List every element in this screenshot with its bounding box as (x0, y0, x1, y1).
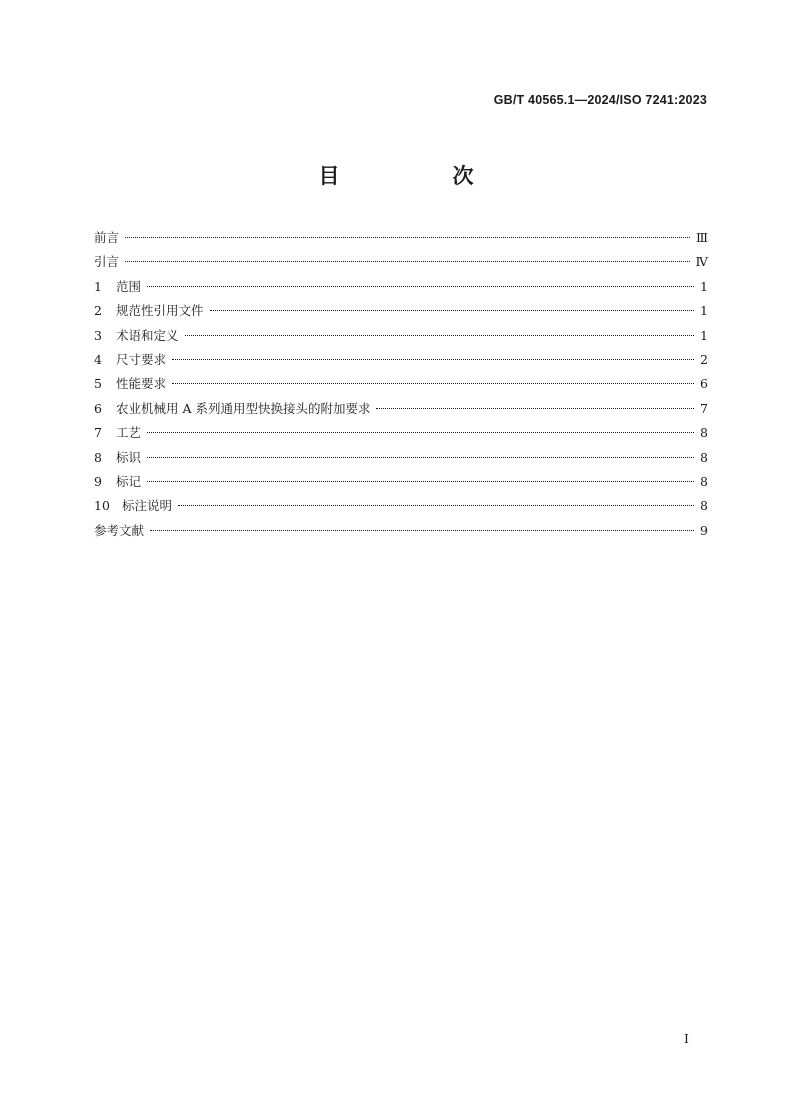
dot-leader (147, 432, 694, 433)
dot-leader (150, 530, 694, 531)
toc-entry-label (94, 372, 170, 396)
toc-entry-title: 术语和定义 (116, 327, 179, 343)
toc-entry[interactable] (94, 250, 708, 274)
toc-entry-number: 8 (94, 449, 102, 465)
toc-entry-title: 参考文献 (94, 522, 145, 538)
dot-leader (178, 505, 694, 506)
toc-entry-title: 标记 (116, 473, 142, 489)
toc-entry[interactable] (94, 519, 708, 543)
toc-title: 目 次 (318, 164, 520, 188)
page-number: I (684, 1031, 689, 1046)
toc-entry-title: 尺寸要求 (116, 351, 167, 367)
toc-entry-number: 10 (94, 498, 110, 514)
toc-entry[interactable] (94, 275, 708, 299)
toc-entry-title: 农业机械用 A 系列通用型快换接头的附加要求 (116, 400, 371, 416)
toc-entry-title: 工艺 (116, 425, 142, 441)
toc-entry-page: 6 (700, 376, 708, 392)
toc-entry-page: 7 (700, 400, 708, 416)
toc-entry-label (94, 446, 145, 470)
dot-leader (376, 408, 694, 409)
toc-entry-number: 9 (94, 473, 102, 489)
toc-entry-title: 前言 (94, 230, 120, 245)
toc-entry-label (94, 348, 170, 372)
toc-entry-page: Ⅳ (695, 254, 708, 270)
toc-entry-number: 6 (94, 400, 102, 416)
toc-entry-page: 9 (700, 522, 708, 538)
toc-entry-page: Ⅲ (695, 230, 708, 245)
toc-entry[interactable] (94, 299, 708, 323)
toc-entry-label (94, 397, 374, 421)
toc-entry-title: 标识 (116, 449, 142, 465)
toc-entry-page: 1 (700, 303, 708, 319)
toc-entry-page: 8 (700, 473, 708, 489)
toc-entry-page: 1 (700, 327, 708, 343)
toc-entry-number: 7 (94, 425, 102, 441)
toc-entry[interactable] (94, 348, 708, 372)
toc-entry[interactable] (94, 397, 708, 421)
dot-leader (147, 457, 694, 458)
toc-entry-number: 2 (94, 303, 102, 319)
toc-entry[interactable] (94, 324, 708, 348)
toc-entry-label (94, 250, 123, 274)
toc-entry-title: 引言 (94, 254, 120, 270)
toc-entry-page: 8 (700, 425, 708, 441)
dot-leader (125, 237, 690, 238)
dot-leader (172, 359, 694, 360)
dot-leader (172, 383, 694, 384)
dot-leader (185, 335, 694, 336)
toc-entry[interactable] (94, 226, 708, 250)
toc-entry-title: 标注说明 (122, 498, 173, 514)
toc-entry-label (94, 275, 145, 299)
toc-entry-title: 规范性引用文件 (116, 303, 204, 319)
standard-number: GB/T 40565.1—2024/ISO 7241:2023 (493, 93, 707, 107)
dot-leader (125, 261, 689, 262)
toc-entry-number: 3 (94, 327, 102, 343)
toc-entry[interactable] (94, 372, 708, 396)
toc-entry-label (94, 324, 183, 348)
dot-leader (147, 286, 694, 287)
toc-entry[interactable] (94, 470, 708, 494)
toc-entry-number: 1 (94, 278, 102, 294)
toc-entry-label (94, 519, 148, 543)
toc-entry-label (94, 470, 145, 494)
toc-entry[interactable] (94, 421, 708, 445)
toc-entry-label (94, 299, 208, 323)
toc-entry-title: 范围 (116, 278, 142, 294)
toc-entry[interactable] (94, 494, 708, 518)
toc-entry-page: 2 (700, 351, 708, 367)
dot-leader (210, 310, 694, 311)
toc-entry-page: 1 (700, 278, 708, 294)
toc-entry-title: 性能要求 (116, 376, 167, 392)
toc-entry-label (94, 226, 123, 250)
toc-entry-page: 8 (700, 498, 708, 514)
toc-entry[interactable] (94, 446, 708, 470)
toc-entry-number: 4 (94, 351, 102, 367)
toc-entry-number: 5 (94, 376, 102, 392)
toc-entry-label (94, 421, 145, 445)
dot-leader (147, 481, 694, 482)
toc-entry-page: 8 (700, 449, 708, 465)
toc-entry-label (94, 494, 176, 518)
table-of-contents (94, 226, 708, 543)
